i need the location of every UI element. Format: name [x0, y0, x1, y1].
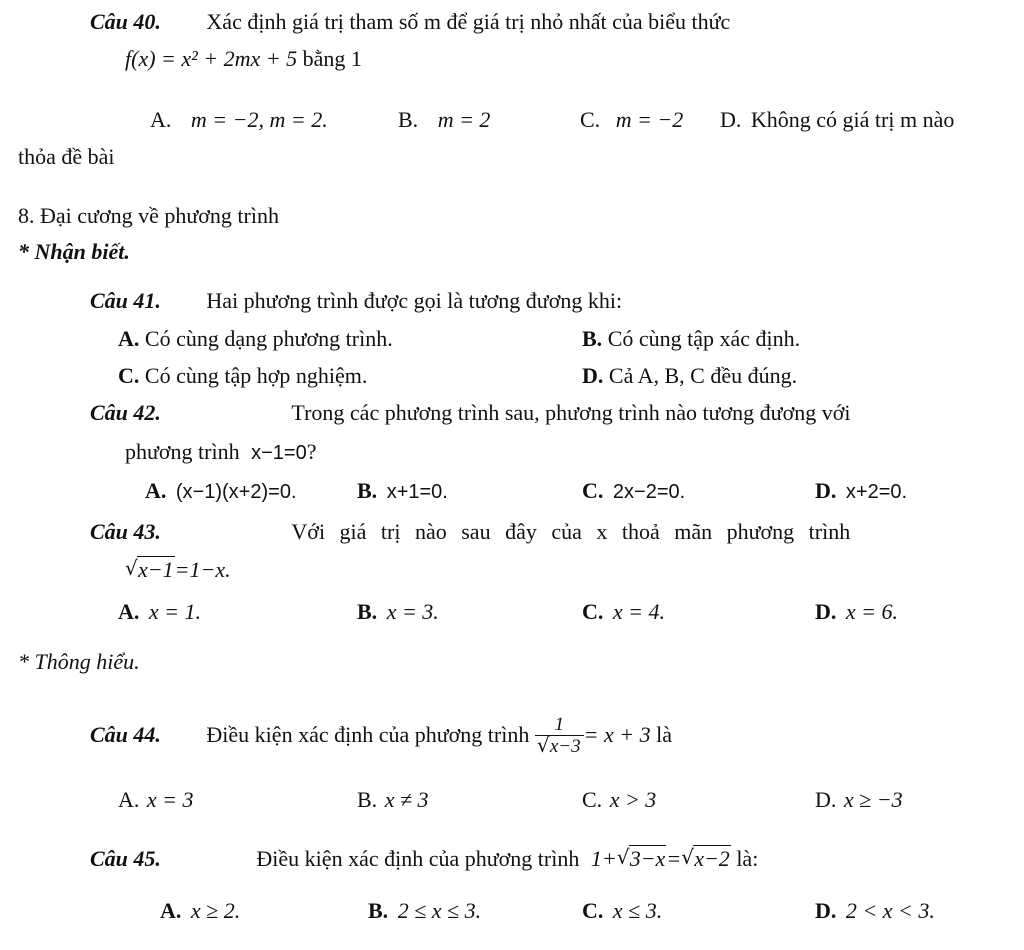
option-key: A. [160, 898, 182, 923]
option-key: B. [357, 787, 378, 812]
q43-label: Câu 43. [90, 519, 161, 544]
q42-option-b [357, 477, 448, 506]
q42-option-c [582, 477, 685, 506]
q44-fraction [535, 715, 584, 758]
q44-expr-rest: = x + 3 [583, 722, 651, 747]
option-key: B. [357, 599, 378, 624]
q42-stem [90, 399, 851, 427]
q44-option-b [357, 786, 429, 814]
option-value: x+1=0. [386, 481, 448, 503]
q44-option-c [582, 786, 656, 814]
option-key: A. [118, 326, 140, 351]
option-value: x = 3 [146, 787, 194, 812]
option-key: C. [582, 599, 604, 624]
option-key: C. [582, 787, 603, 812]
q45-expr-pre: 1+ [590, 846, 617, 871]
option-key: D. [815, 478, 837, 503]
option-key: C. [580, 107, 601, 132]
q45-option-c [582, 897, 662, 925]
q40-option-a [150, 106, 328, 134]
option-value: x = 3. [386, 599, 439, 624]
q45-option-a [160, 897, 240, 925]
option-key: C. [582, 478, 604, 503]
q43-radicand: x−1 [138, 557, 174, 582]
q41-stem [90, 287, 622, 315]
option-value: x = 1. [148, 599, 202, 624]
option-value: Có cùng tập hợp nghiệm. [144, 363, 368, 388]
q40-continuation: thỏa đề bài [18, 144, 115, 169]
q40-stem [90, 8, 730, 36]
option-key: A. [145, 478, 167, 503]
q44-label: Câu 44. [90, 722, 161, 747]
option-key: A. [118, 599, 140, 624]
q45-stem [90, 845, 758, 873]
q45-tail: là: [736, 846, 759, 871]
option-value: x ≠ 3 [384, 787, 429, 812]
q40-expression [125, 45, 362, 73]
q43-option-d [815, 598, 898, 626]
option-value: 2x−2=0. [612, 481, 686, 503]
q41-text: Hai phương trình được gọi là tương đương khi: [206, 288, 623, 313]
q43-stem [90, 518, 850, 546]
q42-expr: x−1=0 [251, 442, 307, 464]
q40-expr: f(x) = x² + 2mx + 5 [125, 46, 298, 71]
q42-tail: ? [306, 439, 317, 464]
option-value: x+2=0. [845, 481, 908, 503]
option-key: C. [118, 363, 140, 388]
q44-option-d [815, 786, 903, 814]
option-value: m = −2 [615, 107, 684, 132]
q40-label: Câu 40. [90, 9, 161, 34]
q45-text: Điều kiện xác định của phương trình [256, 846, 580, 871]
q42-text: Trong các phương trình sau, phương trình nào tương đương với [291, 400, 851, 425]
option-value: Có cùng tập xác định. [607, 326, 801, 351]
q44-text: Điều kiện xác định của phương trình [206, 722, 530, 747]
q41-option-c [118, 362, 367, 390]
q43-expr-rest: =1−x. [174, 557, 231, 582]
option-value: x ≥ 2. [190, 898, 241, 923]
option-key: C. [582, 898, 604, 923]
q45-rad1: 3−x [629, 846, 666, 871]
q45-sqrt-2 [681, 845, 731, 873]
q44-tail: là [656, 722, 672, 747]
q42-option-d [815, 477, 907, 506]
section-title: 8. Đại cương về phương trình [18, 203, 279, 228]
option-value: x ≤ 3. [612, 898, 663, 923]
q40-option-c [580, 106, 683, 134]
q45-sqrt-1 [617, 845, 667, 873]
option-value: Cả A, B, C đều đúng. [608, 363, 798, 388]
option-value: x = 6. [845, 599, 899, 624]
q43-option-a [118, 598, 201, 626]
q41-label: Câu 41. [90, 288, 161, 313]
q42-label: Câu 42. [90, 400, 161, 425]
option-value: Có cùng dạng phương trình. [144, 326, 393, 351]
q40-expr-tail: bằng 1 [302, 46, 362, 71]
option-key: B. [368, 898, 389, 923]
level-heading-nhan-biet: * Nhận biết. [18, 239, 130, 264]
level-heading-thong-hieu: * Thông hiểu. [18, 649, 140, 674]
q44-frac-num: 1 [554, 714, 564, 736]
q44-option-a [118, 786, 194, 814]
option-value: x > 3 [609, 787, 657, 812]
q40-option-b [398, 106, 490, 134]
q40-text: Xác định giá trị tham số m để giá trị nhỏ nhất của biểu thức [206, 9, 731, 34]
q42-stem-line2 [125, 438, 316, 467]
q43-expression [125, 556, 231, 584]
q40-option-d [720, 106, 954, 134]
q44-frac-den: x−3 [549, 736, 581, 758]
q45-label: Câu 45. [90, 846, 161, 871]
option-value: 2 < x < 3. [845, 898, 935, 923]
q43-text: Với giá trị nào sau đây của x thoả mãn phương trình [291, 519, 851, 544]
q45-option-b [368, 897, 481, 925]
q43-option-b [357, 598, 439, 626]
option-value: m = −2, m = 2. [190, 107, 328, 132]
q45-rad2: x−2 [694, 846, 730, 871]
q45-expr-eq: = [666, 846, 682, 871]
option-key: D. [815, 787, 837, 812]
option-value: m = 2 [437, 107, 491, 132]
q45-option-d [815, 897, 935, 925]
q43-sqrt [125, 556, 175, 584]
option-key: B. [582, 326, 603, 351]
q41-option-a [118, 325, 393, 353]
option-key: A. [150, 107, 172, 132]
option-key: D. [582, 363, 604, 388]
option-key: D. [815, 599, 837, 624]
option-key: A. [118, 787, 140, 812]
q42-option-a [145, 477, 297, 506]
option-key: D. [815, 898, 837, 923]
q42-text2: phương trình [125, 439, 240, 464]
option-value: 2 ≤ x ≤ 3. [397, 898, 482, 923]
option-key: D. [720, 107, 742, 132]
option-value: (x−1)(x+2)=0. [175, 481, 297, 503]
q44-stem [90, 710, 672, 760]
q44-frac-den-wrap [535, 735, 584, 758]
option-key: B. [398, 107, 419, 132]
option-value: x ≥ −3 [843, 787, 903, 812]
q41-option-d [582, 362, 797, 390]
option-key: B. [357, 478, 378, 503]
option-value: Không có giá trị m nào [750, 107, 955, 132]
option-value: x = 4. [612, 599, 666, 624]
q41-option-b [582, 325, 800, 353]
q43-option-c [582, 598, 665, 626]
